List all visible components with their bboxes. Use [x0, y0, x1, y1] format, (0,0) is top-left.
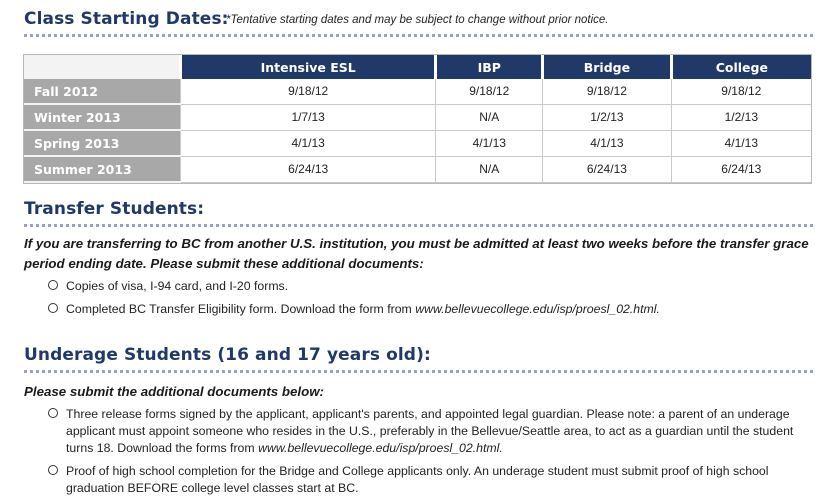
date-cell: N/A	[436, 156, 543, 182]
underage-intro: Please submit the additional documents below:	[24, 384, 324, 399]
list-item	[48, 301, 818, 318]
table-row	[24, 156, 811, 182]
list-item-text	[48, 463, 818, 497]
date-cell: 9/18/12	[181, 79, 436, 104]
date-cell: 6/24/13	[181, 156, 436, 182]
table-row	[24, 79, 811, 104]
circle-bullet-icon	[48, 280, 58, 290]
date-cell: 9/18/12	[436, 79, 543, 104]
header-corner	[24, 55, 181, 79]
term-label: Winter 2013	[24, 104, 181, 130]
schedule-table	[24, 55, 811, 183]
list-item-text	[48, 406, 818, 457]
form-url-link[interactable]: www.bellevuecollege.edu/isp/proesl_02.html.	[415, 302, 660, 316]
col-header: IBP	[436, 55, 543, 79]
form-url-link[interactable]: www.bellevuecollege.edu/isp/proesl_02.html.	[258, 441, 503, 455]
date-cell: 9/18/12	[671, 79, 811, 104]
col-header: College	[671, 55, 811, 79]
date-cell: 9/18/12	[543, 79, 671, 104]
dotted-divider	[24, 224, 813, 227]
date-cell: N/A	[436, 104, 543, 130]
list-item-body: Three release forms signed by the applicant, applicant's parents, and appointed legal guardian. Please note: a parent of an underage applicant must appoint someone who resides in the U.S., preferably in the Bellevue/Seattle area, to act as a guardian until the student turns 18. Download the forms from	[66, 407, 794, 455]
list-item	[48, 406, 818, 457]
transfer-title: Transfer Students:	[24, 199, 205, 219]
list-item-text	[48, 278, 818, 295]
term-label: Fall 2012	[24, 79, 181, 104]
schedule-header-row	[24, 55, 811, 79]
list-item-body: Completed BC Transfer Eligibility form. Download the form from	[66, 302, 416, 316]
list-item-body: Copies of visa, I-94 card, and I-20 forms.	[66, 279, 289, 293]
list-item-text	[48, 301, 818, 318]
date-cell: 4/1/13	[181, 130, 436, 156]
date-cell: 4/1/13	[436, 130, 543, 156]
transfer-intro: If you are transferring to BC from another U.S. institution, you must be admitted at least two weeks before the transfer grace period ending date. Please submit these additional documents:	[24, 236, 809, 271]
date-cell: 6/24/13	[543, 156, 671, 182]
dotted-divider	[24, 370, 813, 373]
underage-title: Underage Students (16 and 17 years old):	[24, 345, 431, 365]
date-cell: 6/24/13	[671, 156, 811, 182]
dotted-divider	[24, 34, 813, 37]
date-cell: 4/1/13	[671, 130, 811, 156]
col-header: Intensive ESL	[181, 55, 436, 79]
term-label: Summer 2013	[24, 156, 181, 182]
circle-bullet-icon	[48, 465, 58, 475]
term-label: Spring 2013	[24, 130, 181, 156]
date-cell: 1/2/13	[543, 104, 671, 130]
list-item	[48, 463, 818, 497]
list-item	[48, 278, 818, 295]
circle-bullet-icon	[48, 408, 58, 418]
col-header: Bridge	[543, 55, 671, 79]
circle-bullet-icon	[48, 303, 58, 313]
class-dates-title: Class Starting Dates:	[24, 9, 229, 29]
table-row	[24, 104, 811, 130]
list-item-body: Proof of high school completion for the Bridge and College applicants only. An underage student must submit proof of high school graduation BEFORE college level classes start at BC.	[66, 464, 769, 495]
date-cell: 4/1/13	[543, 130, 671, 156]
table-row	[24, 130, 811, 156]
date-cell: 1/2/13	[671, 104, 811, 130]
tentative-note: *Tentative starting dates and may be subject to change without prior notice.	[226, 14, 609, 26]
date-cell: 1/7/13	[181, 104, 436, 130]
